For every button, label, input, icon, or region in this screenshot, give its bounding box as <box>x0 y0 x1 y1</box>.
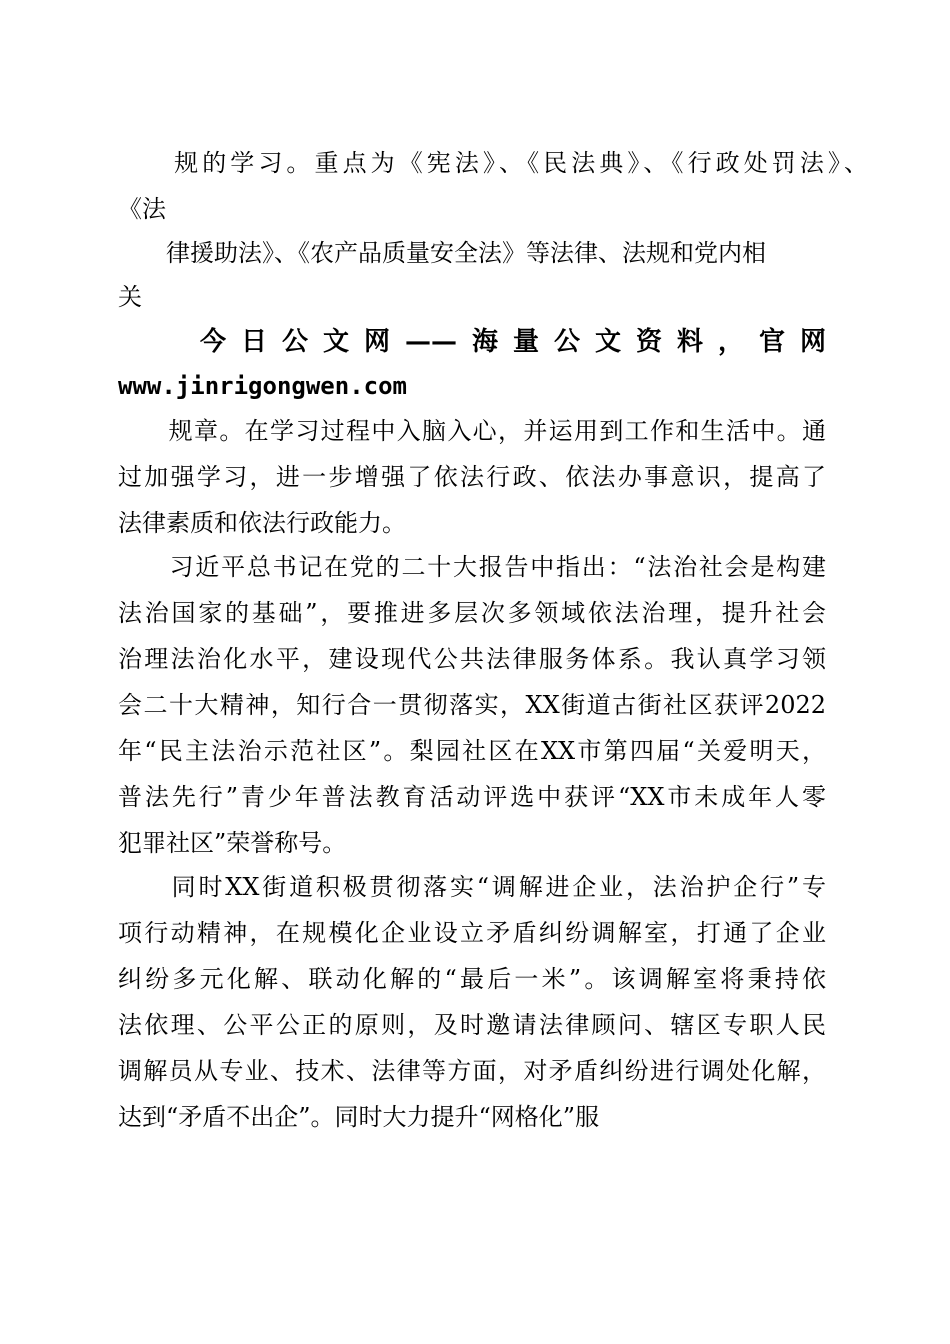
watermark-url: www.jinrigongwen.com <box>118 372 407 400</box>
paragraph-2-line-1: 规章。在学习过程中入脑入心，并运用到工作和生活中。通 <box>118 417 826 445</box>
paragraph-4-line-6: 达到“矛盾不出企”。同时大力提升“网格化”服 <box>118 1103 600 1131</box>
paragraph-2-line-3: 法律素质和依法行政能力。 <box>118 509 406 537</box>
paragraph-1-line-2: 《法 <box>118 195 166 223</box>
paragraph-1-line-3: 律援助法》、《农产品质量安全法》等法律、法规和党内相 <box>118 239 766 267</box>
paragraph-3-line-2: 法治国家的基础”，要推进多层次多领域依法治理，提升社会 <box>118 599 826 627</box>
watermark-title: 今日公文网——海量公文资料，官网 <box>118 327 826 357</box>
paragraph-3-line-7: 犯罪社区”荣誉称号。 <box>118 829 347 857</box>
paragraph-3-line-5: 年“民主法治示范社区”。梨园社区在XX市第四届“关爱明天， <box>118 737 826 765</box>
paragraph-1-line-1: 规的学习。重点为《宪法》、《民法典》、《行政处罚法》、 <box>118 149 868 177</box>
paragraph-3-line-3: 治理法治化水平，建设现代公共法律服务体系。我认真学习领 <box>118 645 826 673</box>
paragraph-1-line-4: 关 <box>118 283 142 311</box>
paragraph-4-line-2: 项行动精神，在规模化企业设立矛盾纠纷调解室，打通了企业 <box>118 919 826 947</box>
paragraph-3-line-1: 习近平总书记在党的二十大报告中指出：“法治社会是构建 <box>118 553 826 581</box>
paragraph-3-line-4: 会二十大精神，知行合一贯彻落实，XX街道古街社区获评2022 <box>118 691 826 719</box>
paragraph-4-line-4: 法依理、公平公正的原则，及时邀请法律顾问、辖区专职人民 <box>118 1011 826 1039</box>
paragraph-4-line-5: 调解员从专业、技术、法律等方面，对矛盾纠纷进行调处化解， <box>118 1057 826 1085</box>
paragraph-4-line-1: 同时XX街道积极贯彻落实“调解进企业，法治护企行”专 <box>118 873 826 901</box>
paragraph-3-line-6: 普法先行”青少年普法教育活动评选中获评“XX市未成年人零 <box>118 783 826 811</box>
paragraph-2-line-2: 过加强学习，进一步增强了依法行政、依法办事意识，提高了 <box>118 463 826 491</box>
paragraph-4-line-3: 纠纷多元化解、联动化解的“最后一米”。该调解室将秉持依 <box>118 965 826 993</box>
